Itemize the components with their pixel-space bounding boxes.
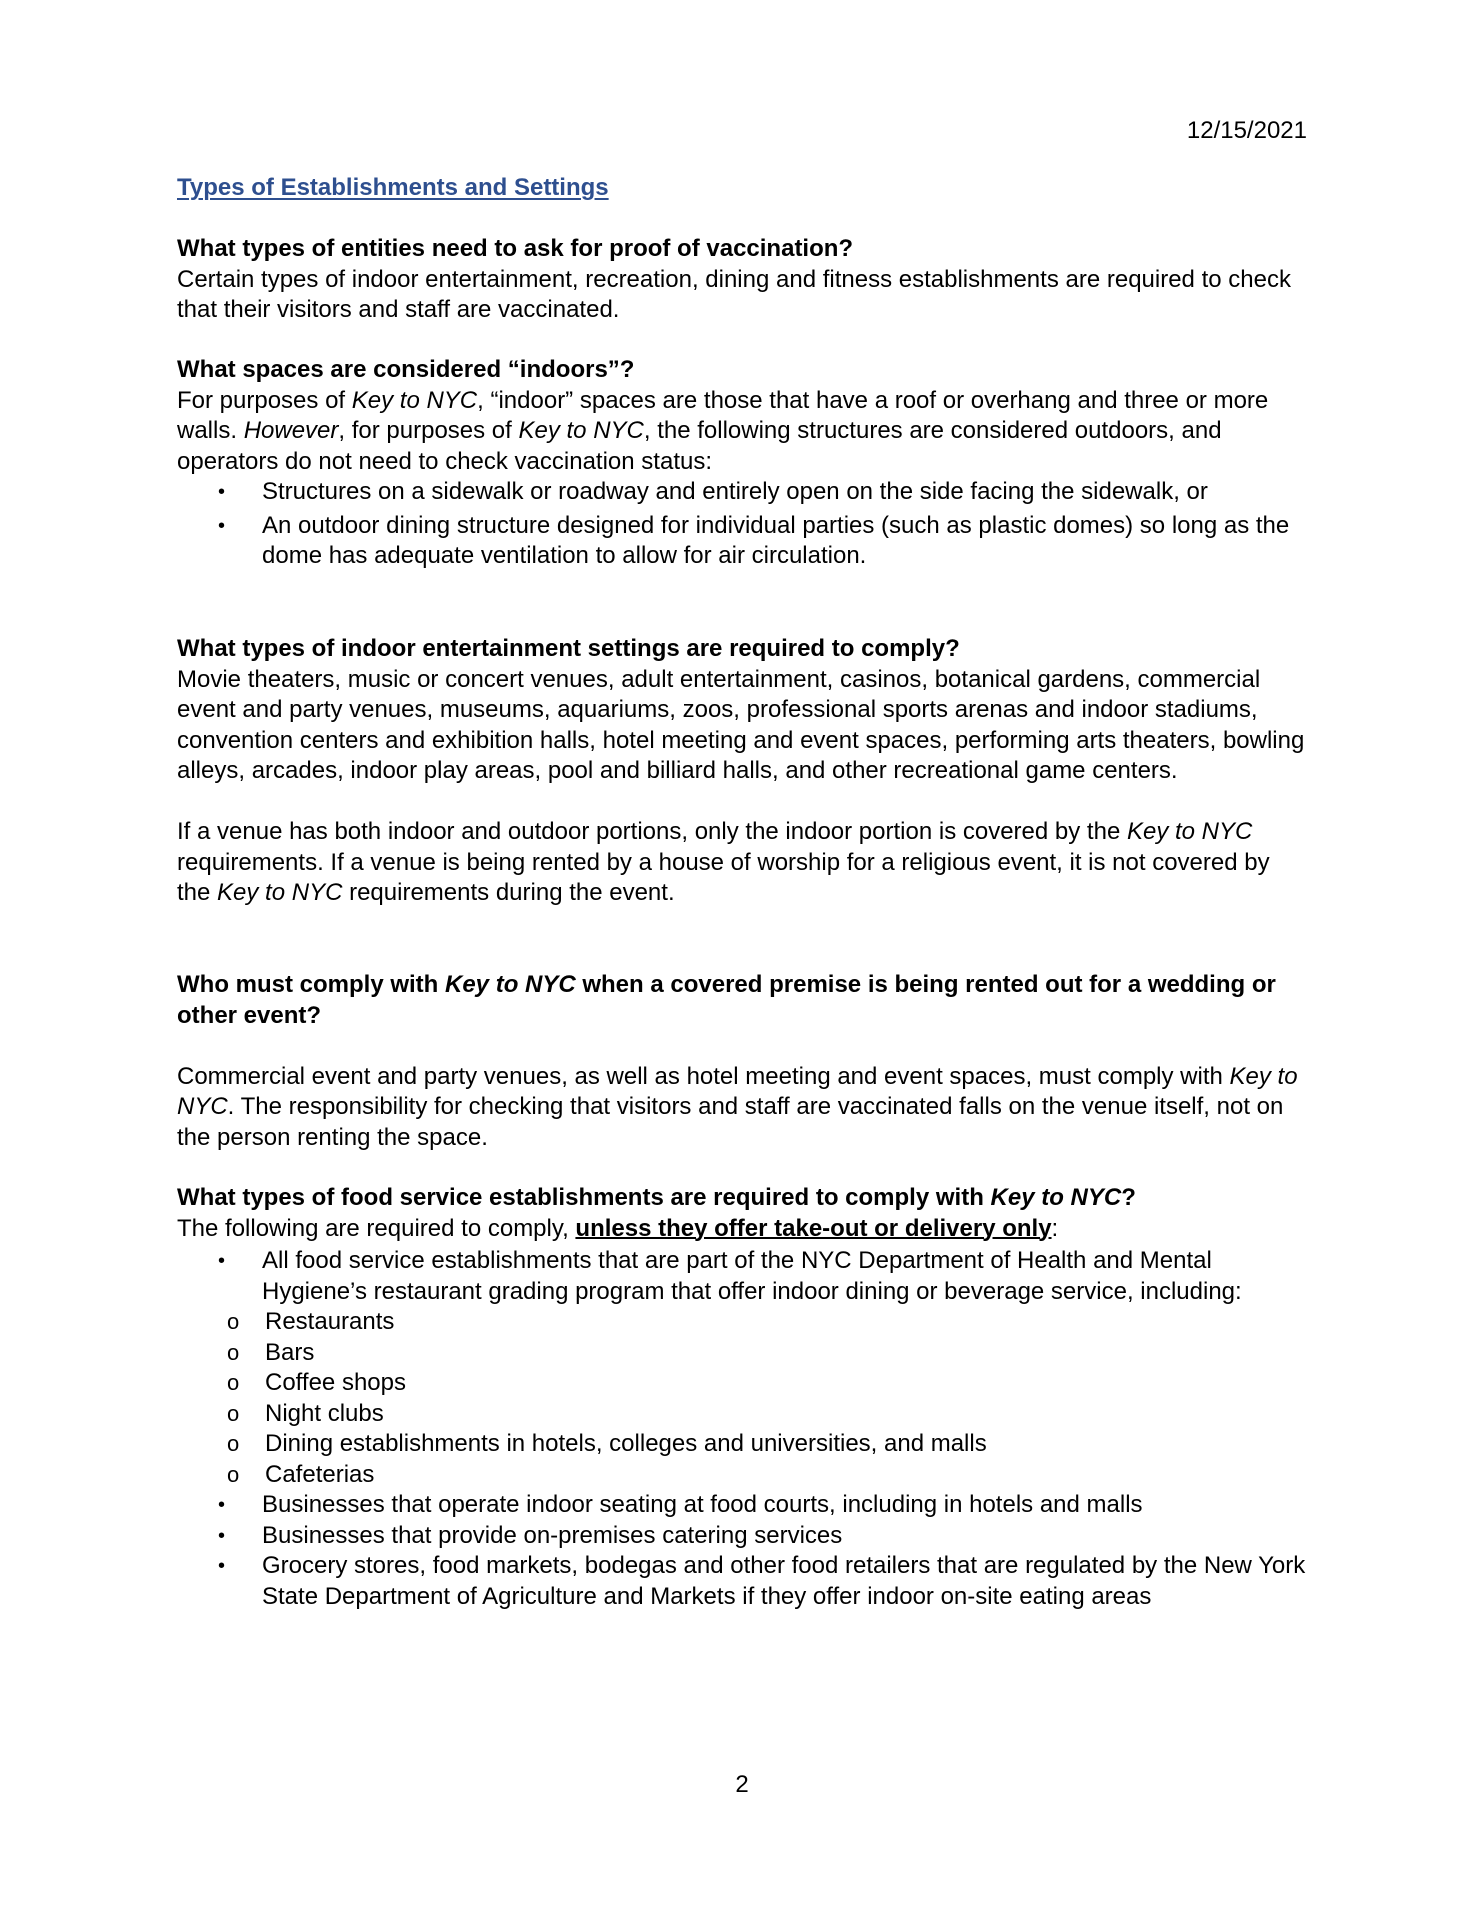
faq-entities-proof [177, 234, 1307, 326]
sublist-item [177, 1338, 1307, 1369]
bullet-icon: • [218, 1250, 226, 1272]
list-item [177, 1490, 1307, 1521]
list-item [177, 511, 1307, 572]
list-item-text: Businesses that operate indoor seating at food courts, including in hotels and malls [262, 1491, 1143, 1518]
page-number: 2 [735, 1771, 749, 1798]
faq-rented-premises [177, 970, 1307, 1153]
sublist-item [177, 1307, 1307, 1338]
text-run: : [1051, 1214, 1059, 1242]
list-item-text: Grocery stores, food markets, bodegas and other food retailers that are regulated by the New York State Department of Agriculture and Markets if they offer indoor on-site eating areas [262, 1552, 1306, 1610]
text-run: If a venue has both indoor and outdoor portions, only the indoor portion is covered by the [177, 818, 1127, 845]
program-name: Key to NYC [351, 386, 478, 414]
program-name: Key to NYC [518, 417, 644, 444]
text-run: ? [1121, 1184, 1136, 1211]
program-name: Key to NYC [1126, 818, 1253, 845]
emphasis: However [243, 417, 339, 444]
food-establishments-list [177, 1246, 1307, 1612]
text-run: , “indoor” spaces are those that have a roof or overhang and three or more walls. [177, 386, 1269, 444]
list-item-text: Businesses that provide on-premises catering services [262, 1521, 843, 1549]
program-name: Key to NYC [990, 1184, 1122, 1211]
establishment-types-sublist [177, 1307, 1307, 1490]
sublist-item [177, 1399, 1307, 1430]
list-item [177, 1521, 1307, 1552]
sublist-item-text: Dining establishments in hotels, colleges and universities, and malls [265, 1430, 987, 1457]
faq-indoors-definition [177, 355, 1307, 572]
section-title-link[interactable]: Types of Establishments and Settings [177, 174, 609, 201]
sublist-item-text: Bars [265, 1338, 315, 1366]
circle-bullet-icon: o [227, 1400, 240, 1426]
sublist-item-text: Night clubs [265, 1399, 384, 1427]
circle-bullet-icon: o [227, 1339, 240, 1365]
faq-entertainment-settings [177, 634, 1307, 909]
answer-paragraph [177, 1214, 1307, 1245]
circle-bullet-icon: o [227, 1461, 240, 1487]
circle-bullet-icon: o [227, 1309, 240, 1334]
question-heading: What types of entities need to ask for proof of vaccination? [177, 235, 854, 262]
list-item-text: An outdoor dining structure designed for individual parties (such as plastic domes) so long as the dome has adequate ventilation to allow for air circulation. [262, 511, 1290, 569]
text-run: For purposes of [177, 386, 352, 414]
emphasis-underlined: unless they offer take-out or delivery only [575, 1214, 1052, 1242]
sublist-item-text: Coffee shops [265, 1369, 406, 1396]
bullet-icon: • [218, 1555, 226, 1577]
text-run: The following are required to comply, [177, 1214, 576, 1242]
document-date: 12/15/2021 [1186, 117, 1307, 144]
program-name: Key to NYC [217, 879, 343, 906]
text-run: Commercial event and party venues, as well as hotel meeting and event spaces, must comply with [177, 1062, 1230, 1090]
question-heading [177, 1183, 1307, 1214]
sublist-item-text: Cafeterias [265, 1460, 375, 1488]
text-run: . The responsibility for checking that visitors and staff are vaccinated falls on the venue itself, not on the person renting the space. [177, 1093, 1284, 1151]
circle-bullet-icon: o [227, 1370, 240, 1395]
faq-food-service [177, 1183, 1307, 1612]
text-run: , the following structures are considered outdoors, and operators do not need to check vaccination status: [177, 417, 1222, 475]
list-item-text: Structures on a sidewalk or roadway and entirely open on the side facing the sidewalk, or [262, 478, 1208, 505]
text-run: , for purposes of [338, 417, 519, 444]
sublist-item-text: Restaurants [265, 1308, 395, 1335]
answer-paragraph: Certain types of indoor entertainment, recreation, dining and fitness establishments are required to check that their visitors and staff are vaccinated. [177, 265, 1291, 323]
bullet-icon: • [218, 1494, 226, 1516]
sublist-item [177, 1429, 1307, 1460]
text-run: when a covered premise is being rented out for a wedding or other event? [177, 971, 1276, 1029]
bullet-icon: • [218, 481, 226, 503]
question-heading: What spaces are considered “indoors”? [177, 356, 635, 383]
list-item [177, 477, 1307, 508]
answer-paragraph [177, 386, 1307, 478]
outdoor-structures-list [177, 477, 1307, 572]
program-name: Key to NYC [177, 1062, 1298, 1120]
text-run: requirements during the event. [342, 879, 675, 906]
list-item-text: All food service establishments that are part of the NYC Department of Health and Mental Hygiene’s restaurant grading program that offer indoor dining or beverage service, including: [262, 1247, 1242, 1305]
answer-paragraph [177, 1062, 1307, 1154]
sublist-item [177, 1460, 1307, 1491]
bullet-icon: • [218, 1524, 226, 1547]
question-heading [177, 970, 1307, 1031]
question-heading: What types of indoor entertainment settings are required to comply? [177, 635, 960, 662]
text-run: requirements. If a venue is being rented by a house of worship for a religious event, it is not covered by the [177, 848, 1270, 906]
bullet-icon: • [218, 514, 226, 537]
text-run: What types of food service establishments are required to comply with [177, 1184, 991, 1211]
program-name: Key to NYC [445, 971, 576, 998]
sublist-item [177, 1368, 1307, 1399]
list-item [177, 1246, 1307, 1490]
answer-paragraph: Movie theaters, music or concert venues, adult entertainment, casinos, botanical gardens, commercial event and party venues, museums, aquariums, zoos, professional sports arenas and indoor stadiums, convention centers and exhibition halls, hotel meeting and event spaces, performing arts theaters, bowling alleys, arcades, indoor play areas, pool and billiard halls, and other recreational game centers. [177, 665, 1305, 784]
circle-bullet-icon: o [227, 1431, 240, 1456]
text-run: Who must comply with [177, 971, 445, 998]
list-item [177, 1551, 1307, 1612]
answer-paragraph [177, 817, 1307, 909]
